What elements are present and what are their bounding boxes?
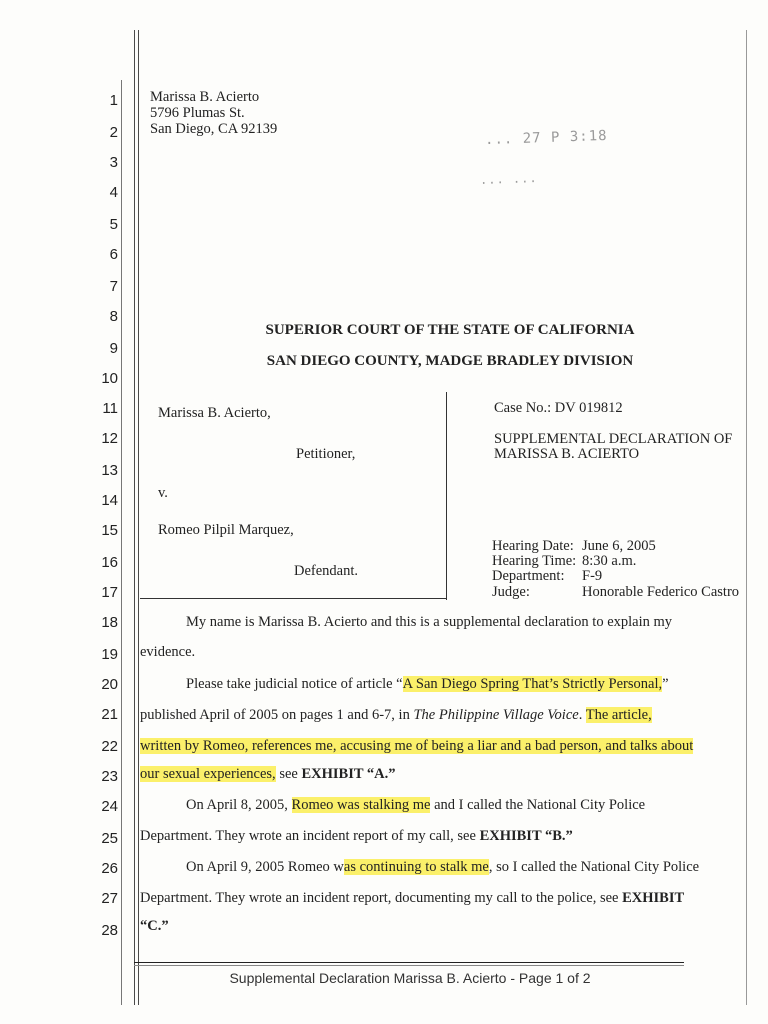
doc-title-line2: MARISSA B. ACIERTO bbox=[494, 446, 640, 462]
body-line-23-highlight: our sexual experiences, bbox=[140, 766, 276, 782]
publication-name: The Philippine Village Voice bbox=[413, 707, 579, 723]
filing-stamp-line2: ... ... bbox=[479, 170, 538, 188]
line-number: 6 bbox=[109, 246, 118, 263]
line-number: 25 bbox=[101, 830, 118, 847]
line-number: 9 bbox=[109, 340, 118, 357]
court-title-line1: SUPERIOR COURT OF THE STATE OF CALIFORNIA bbox=[265, 322, 635, 338]
line-number: 5 bbox=[109, 216, 118, 233]
article-title-highlight: A San Diego Spring That’s Strictly Personal, bbox=[402, 676, 663, 692]
body-line-26-c: , so I called the National City Police bbox=[488, 859, 700, 875]
line-number: 21 bbox=[101, 706, 118, 723]
caption-divider bbox=[446, 392, 447, 600]
exhibit-c-label: EXHIBIT bbox=[622, 890, 685, 906]
footer-text: Supplemental Declaration Marissa B. Acierto - Page 1 of 2 bbox=[229, 970, 591, 986]
body-line-20-a: Please take judicial notice of article “ bbox=[186, 676, 403, 692]
body-line-23-b: see bbox=[275, 766, 302, 782]
petitioner-name: Marissa B. Acierto, bbox=[158, 405, 271, 421]
line-number: 16 bbox=[101, 554, 118, 571]
line-number: 22 bbox=[101, 738, 118, 755]
body-line-26-highlight: as continuing to stalk me bbox=[343, 859, 489, 875]
body-line-21 bbox=[140, 707, 652, 724]
filing-stamp-line1: ... 27 P 3:18 bbox=[484, 127, 608, 149]
body-line-21-a: published April of 2005 on pages 1 and 6-7, in bbox=[140, 707, 414, 723]
line-number: 4 bbox=[109, 184, 118, 201]
body-line-20-c: ” bbox=[662, 676, 669, 692]
header-address2: San Diego, CA 92139 bbox=[150, 121, 278, 137]
exhibit-a: EXHIBIT “A.” bbox=[301, 766, 396, 782]
body-line-19: evidence. bbox=[140, 644, 196, 660]
caption-bottom-rule bbox=[140, 598, 446, 599]
line-number: 15 bbox=[101, 522, 118, 539]
margin-rule-left bbox=[121, 80, 122, 1005]
line-number: 1 bbox=[109, 92, 118, 109]
line-number: 14 bbox=[101, 492, 118, 509]
hearing-time-label: Hearing Time: bbox=[492, 553, 577, 569]
department: F-9 bbox=[582, 568, 603, 584]
body-line-22 bbox=[140, 738, 693, 755]
body-line-18: My name is Marissa B. Acierto and this is a supplemental declaration to explain my bbox=[186, 614, 673, 630]
line-number: 28 bbox=[101, 922, 118, 939]
footer-rule-thin bbox=[134, 965, 684, 966]
margin-rule-right bbox=[746, 30, 747, 1005]
department-label: Department: bbox=[492, 568, 565, 584]
petitioner-role: Petitioner, bbox=[296, 446, 356, 462]
hearing-date: June 6, 2005 bbox=[582, 538, 656, 554]
body-line-20 bbox=[186, 676, 669, 693]
body-line-24-c: and I called the National City Police bbox=[430, 797, 646, 813]
line-number: 7 bbox=[109, 278, 118, 295]
line-number: 19 bbox=[101, 646, 118, 663]
body-line-26-a: On April 9, 2005 Romeo w bbox=[186, 859, 344, 875]
line-number: 11 bbox=[102, 400, 118, 417]
court-title-line2: SAN DIEGO COUNTY, MADGE BRADLEY DIVISION bbox=[266, 353, 634, 369]
versus: v. bbox=[158, 485, 168, 501]
doc-title-line1: SUPPLEMENTAL DECLARATION OF bbox=[494, 431, 733, 447]
body-line-28: “C.” bbox=[140, 918, 169, 934]
line-number: 13 bbox=[101, 462, 118, 479]
judge-label: Judge: bbox=[492, 584, 530, 600]
line-number: 23 bbox=[101, 768, 118, 785]
line-number: 24 bbox=[101, 798, 118, 815]
body-line-24-highlight: Romeo was stalking me bbox=[291, 797, 431, 813]
body-line-21-c: . bbox=[578, 707, 586, 723]
body-line-24 bbox=[186, 797, 645, 814]
line-number: 12 bbox=[101, 430, 118, 447]
body-line-26 bbox=[186, 859, 699, 876]
case-number: Case No.: DV 019812 bbox=[494, 400, 623, 416]
footer-rule bbox=[134, 962, 684, 963]
defendant-name: Romeo Pilpil Marquez, bbox=[158, 522, 294, 538]
line-number: 18 bbox=[101, 614, 118, 631]
line-number: 20 bbox=[101, 676, 118, 693]
hearing-date-label: Hearing Date: bbox=[492, 538, 574, 554]
line-number: 3 bbox=[109, 154, 118, 171]
body-line-27-a: Department. They wrote an incident report, documenting my call to the police, see bbox=[140, 890, 623, 906]
judge: Honorable Federico Castro bbox=[582, 584, 740, 600]
body-line-25 bbox=[140, 828, 573, 845]
exhibit-b: EXHIBIT “B.” bbox=[479, 828, 573, 844]
body-line-23 bbox=[140, 766, 395, 783]
body-line-24-a: On April 8, 2005, bbox=[186, 797, 292, 813]
line-number: 10 bbox=[101, 370, 118, 387]
body-line-21-highlight: The article, bbox=[585, 707, 652, 723]
margin-rule-outer bbox=[134, 30, 135, 1005]
line-number: 17 bbox=[101, 584, 118, 601]
margin-rule-inner bbox=[138, 30, 139, 1005]
line-number: 26 bbox=[101, 860, 118, 877]
defendant-role: Defendant. bbox=[294, 563, 359, 579]
line-number: 8 bbox=[109, 308, 118, 325]
hearing-time: 8:30 a.m. bbox=[582, 553, 637, 569]
header-name: Marissa B. Acierto bbox=[150, 89, 260, 105]
body-line-22-highlight: written by Romeo, references me, accusing me of being a liar and a bad person, and talks about bbox=[140, 738, 694, 754]
line-number: 27 bbox=[101, 890, 118, 907]
body-line-25-a: Department. They wrote an incident report of my call, see bbox=[140, 828, 480, 844]
body-line-27 bbox=[140, 890, 684, 907]
header-address1: 5796 Plumas St. bbox=[150, 105, 245, 121]
line-number: 2 bbox=[109, 124, 118, 141]
